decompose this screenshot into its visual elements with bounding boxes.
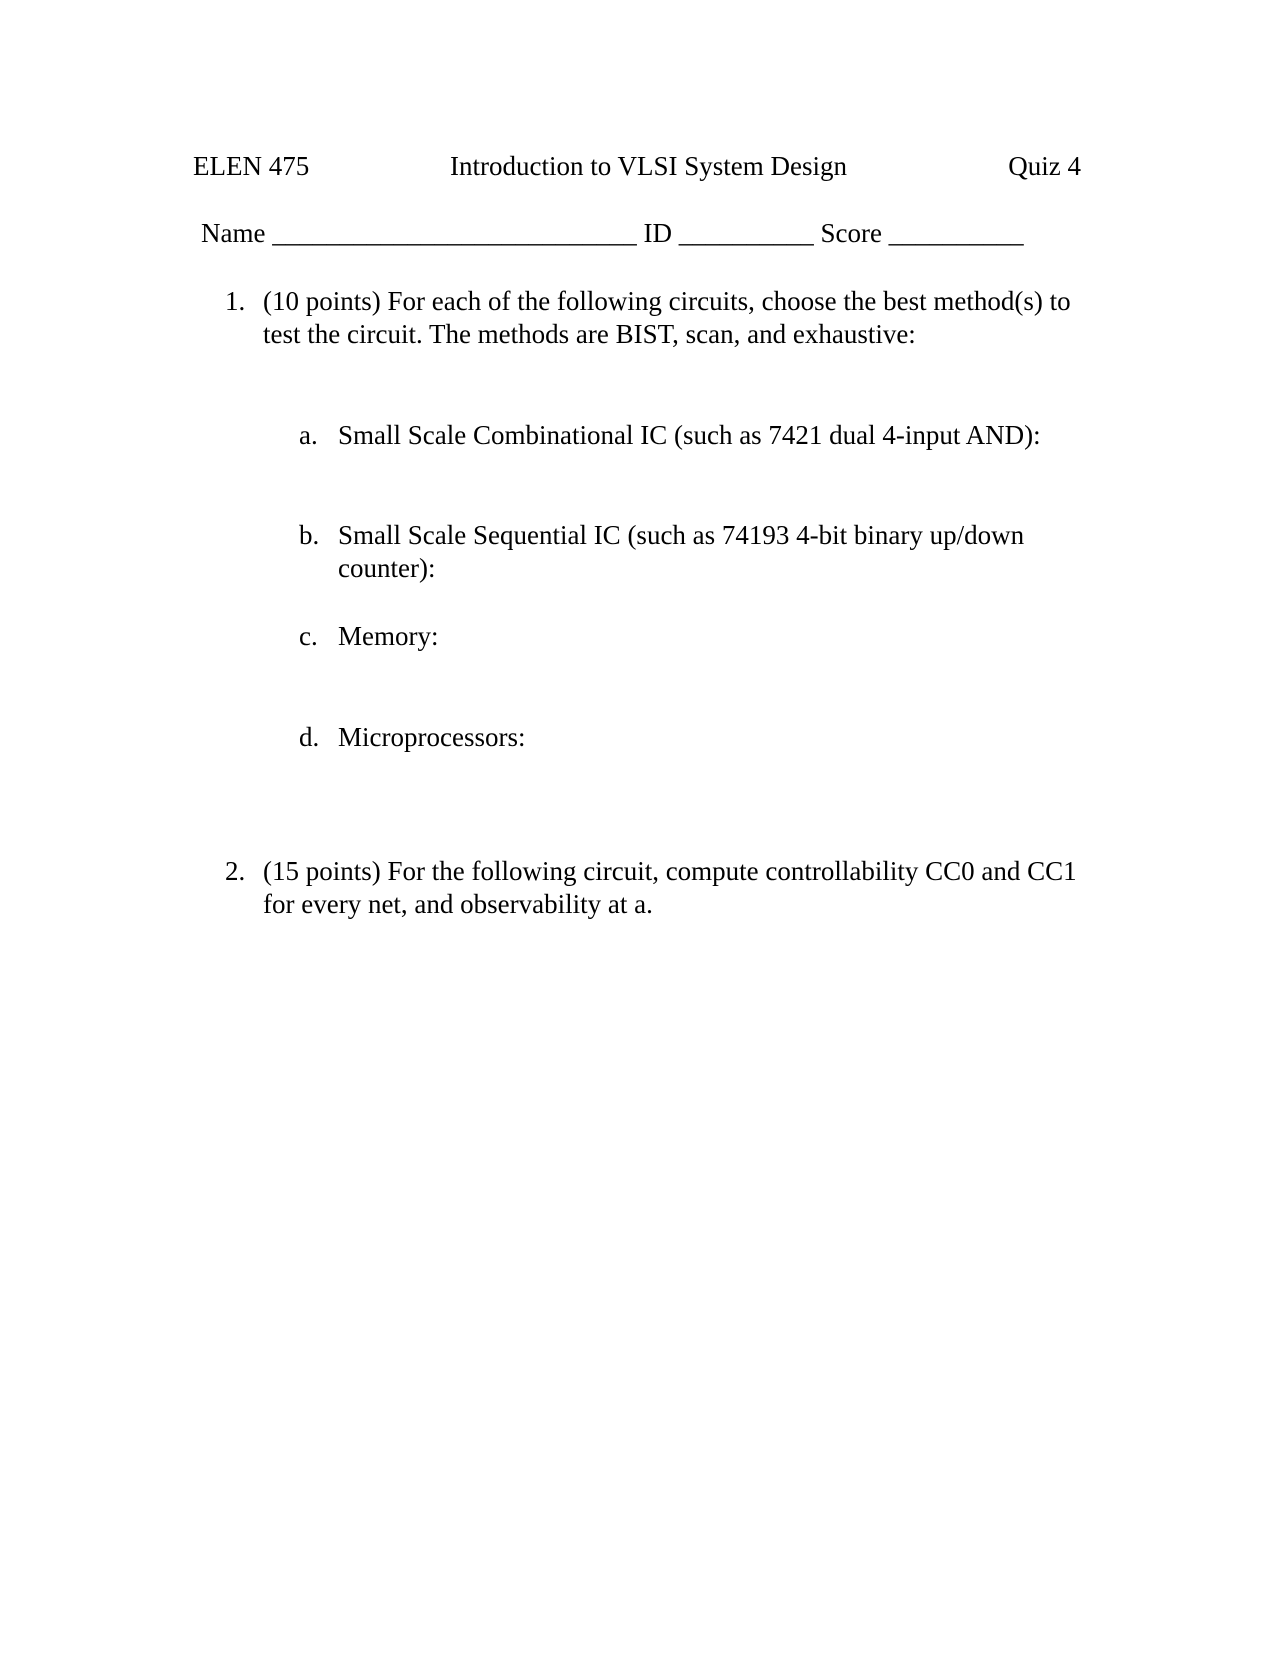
part-b-letter: b. — [299, 520, 320, 550]
question-2-number: 2. — [225, 856, 246, 886]
question-1-number: 1. — [225, 286, 246, 316]
name-id-score-line[interactable]: Name ___________________________ ID __________ Score __________ — [201, 218, 1024, 248]
page-header — [193, 150, 1081, 186]
part-c-text: Memory: — [338, 621, 439, 651]
question-1-part-c — [299, 620, 1089, 653]
question-1 — [225, 285, 1085, 351]
question-1-part-a — [299, 419, 1089, 452]
part-d-letter: d. — [299, 722, 320, 752]
question-2-text: (15 points) For the following circuit, compute controllability CC0 and CC1 for every net, and observability at a. — [263, 856, 1077, 919]
course-code: ELEN 475 — [193, 151, 310, 181]
question-1-text: (10 points) For each of the following circuits, choose the best method(s) to test the circuit. The methods are BIST, scan, and exhaustive: — [263, 286, 1071, 349]
part-a-text: Small Scale Combinational IC (such as 7421 dual 4-input AND): — [338, 420, 1041, 450]
quiz-label: Quiz 4 — [1008, 151, 1081, 181]
question-2 — [225, 855, 1085, 921]
part-d-text: Microprocessors: — [338, 722, 526, 752]
question-1-part-b — [299, 519, 1089, 585]
question-1-part-d — [299, 721, 1089, 754]
part-c-letter: c. — [299, 621, 318, 651]
part-a-letter: a. — [299, 420, 318, 450]
course-title: Introduction to VLSI System Design — [450, 151, 847, 181]
part-b-text: Small Scale Sequential IC (such as 74193 4-bit binary up/down counter): — [338, 520, 1025, 583]
